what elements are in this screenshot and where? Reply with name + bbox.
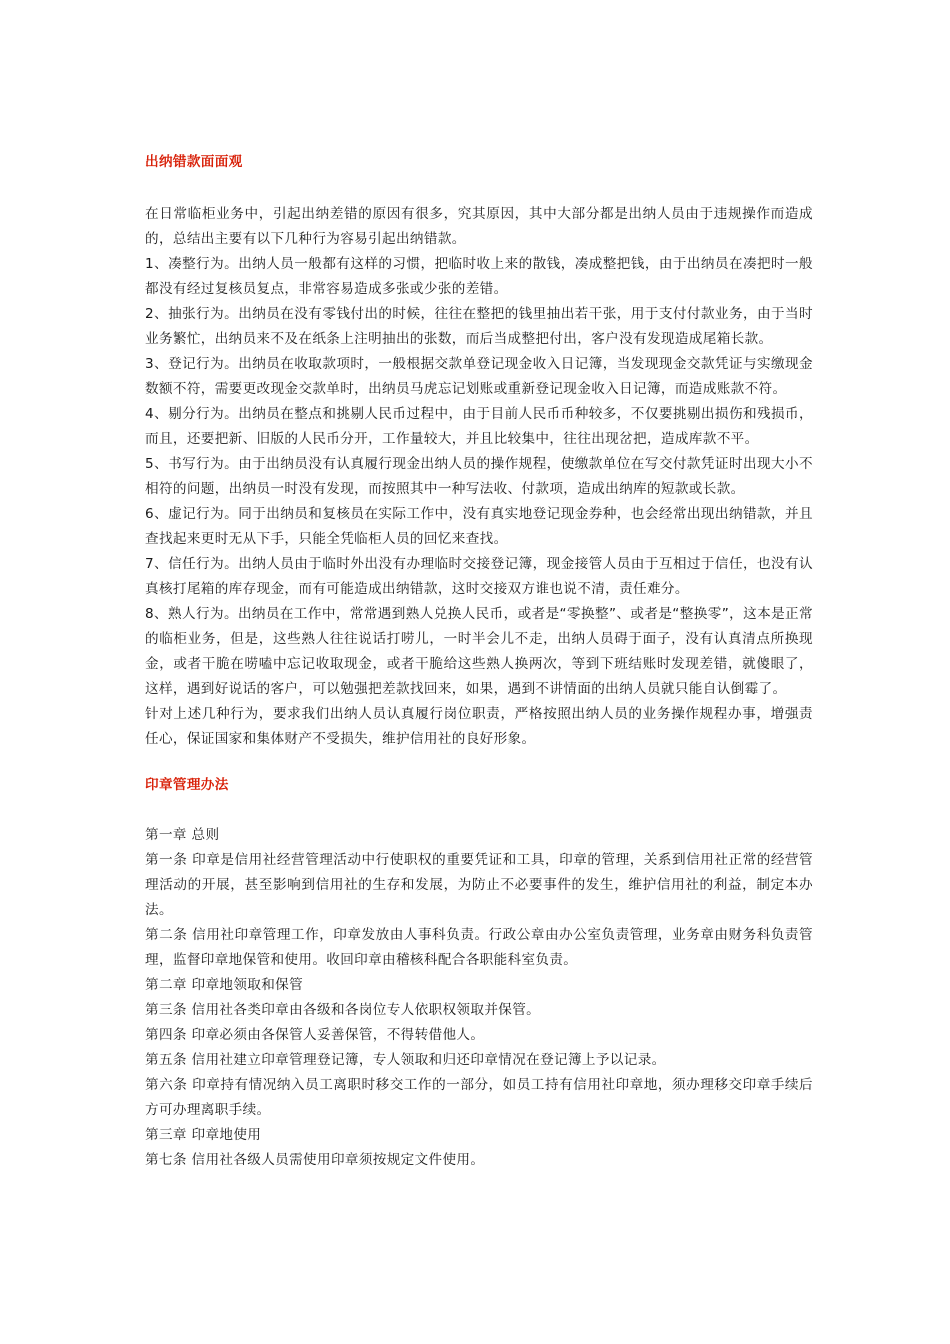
article: 第五条 信用社建立印章管理登记簿，专人领取和归还印章情况在登记簿上予以记录。 xyxy=(145,1052,666,1068)
article: 第六条 印章持有情况纳入员工离职时移交工作的一部分，如员工持有信用社印章地，须办理移交印章手续后方可办理离职手续。 xyxy=(145,1077,813,1118)
article: 第一条 印章是信用社经营管理活动中行使职权的重要凭证和工具，印章的管理，关系到信用社正常的经营管理活动的开展，甚至影响到信用社的生存和发展，为防止不必要事件的发生，维护信用社的利益，制定本办法。 xyxy=(145,852,813,918)
chapter-heading: 第二章 印章地领取和保管 xyxy=(145,977,304,993)
document-body xyxy=(145,150,813,1173)
spacer xyxy=(145,175,813,202)
spacer xyxy=(145,752,813,773)
paragraph: 6、虚记行为。同于出纳员和复核员在实际工作中，没有真实地登记现金券种，也会经常出现出纳错款，并且查找起来更时无从下手，只能全凭临柜人员的回忆来查找。 xyxy=(145,506,813,547)
article: 第七条 信用社各级人员需使用印章须按规定文件使用。 xyxy=(145,1152,485,1168)
paragraph: 针对上述几种行为，要求我们出纳人员认真履行岗位职责，严格按照出纳人员的业务操作规程办事，增强责任心，保证国家和集体财产不受损失，维护信用社的良好形象。 xyxy=(145,706,813,747)
paragraph: 7、信任行为。出纳人员由于临时外出没有办理临时交接登记簿，现金接管人员由于互相过于信任，也没有认真核打尾箱的库存现金，而有可能造成出纳错款，这时交接双方谁也说不清，责任难分。 xyxy=(145,556,813,597)
section-title-seal-management: 印章管理办法 xyxy=(145,777,229,793)
paragraph: 2、抽张行为。出纳员在没有零钱付出的时候，往往在整把的钱里抽出若干张，用于支付付款业务，由于当时业务繁忙，出纳员来不及在纸条上注明抽出的张数，而后当成整把付出，客户没有发现造成尾箱长款。 xyxy=(145,306,813,347)
paragraph: 5、书写行为。由于出纳员没有认真履行现金出纳人员的操作规程，使缴款单位在写交付款凭证时出现大小不相符的问题，出纳员一时没有发现，而按照其中一种写法收、付款项，造成出纳库的短款或长款。 xyxy=(145,456,813,497)
article: 第二条 信用社印章管理工作，印章发放由人事科负责。行政公章由办公室负责管理，业务章由财务科负责管理，监督印章地保管和使用。收回印章由稽核科配合各职能科室负责。 xyxy=(145,927,813,968)
article: 第四条 印章必须由各保管人妥善保管，不得转借他人。 xyxy=(145,1027,485,1043)
paragraph: 在日常临柜业务中，引起出纳差错的原因有很多，究其原因，其中大部分都是出纳人员由于违规操作而造成的，总结出主要有以下几种行为容易引起出纳错款。 xyxy=(145,206,813,247)
paragraph: 4、剔分行为。出纳员在整点和挑剔人民币过程中，由于目前人民币币种较多，不仅要挑剔出损伤和残损币，而且，还要把新、旧版的人民币分开，工作量较大，并且比较集中，往往出现岔把，造成库款不平。 xyxy=(145,406,813,447)
chapter-heading: 第三章 印章地使用 xyxy=(145,1127,262,1143)
paragraph: 8、熟人行为。出纳员在工作中，常常遇到熟人兑换人民币，或者是“零换整”、或者是“整换零”，这本是正常的临柜业务，但是，这些熟人往往说话打唠儿，一时半会儿不走，出纳人员碍于面子，没有认真清点所换现金，或者干脆在唠嗑中忘记收取现金，或者干脆给这些熟人换两次，等到下班结账时发现差错，就傻眼了，这样，遇到好说话的客户，可以勉强把差款找回来，如果，遇到不讲情面的出纳人员就只能自认倒霉了。 xyxy=(145,606,813,697)
paragraph: 3、登记行为。出纳员在收取款项时，一般根据交款单登记现金收入日记簿，当发现现金交款凭证与实缴现金数额不符，需要更改现金交款单时，出纳员马虎忘记划账或重新登记现金收入日记簿，而造成账款不符。 xyxy=(145,356,813,397)
section-title-cashier-errors: 出纳错款面面观 xyxy=(145,154,243,170)
article: 第三条 信用社各类印章由各级和各岗位专人依职权领取并保管。 xyxy=(145,1002,541,1018)
section-body-cashier-errors xyxy=(145,202,813,752)
paragraph: 1、凑整行为。出纳人员一般都有这样的习惯，把临时收上来的散钱，凑成整把钱，由于出纳员在凑把时一般都没有经过复核员复点，非常容易造成多张或少张的差错。 xyxy=(145,256,813,297)
spacer xyxy=(145,798,813,823)
section-body-seal-management xyxy=(145,823,813,1173)
chapter-heading: 第一章 总则 xyxy=(145,827,220,843)
